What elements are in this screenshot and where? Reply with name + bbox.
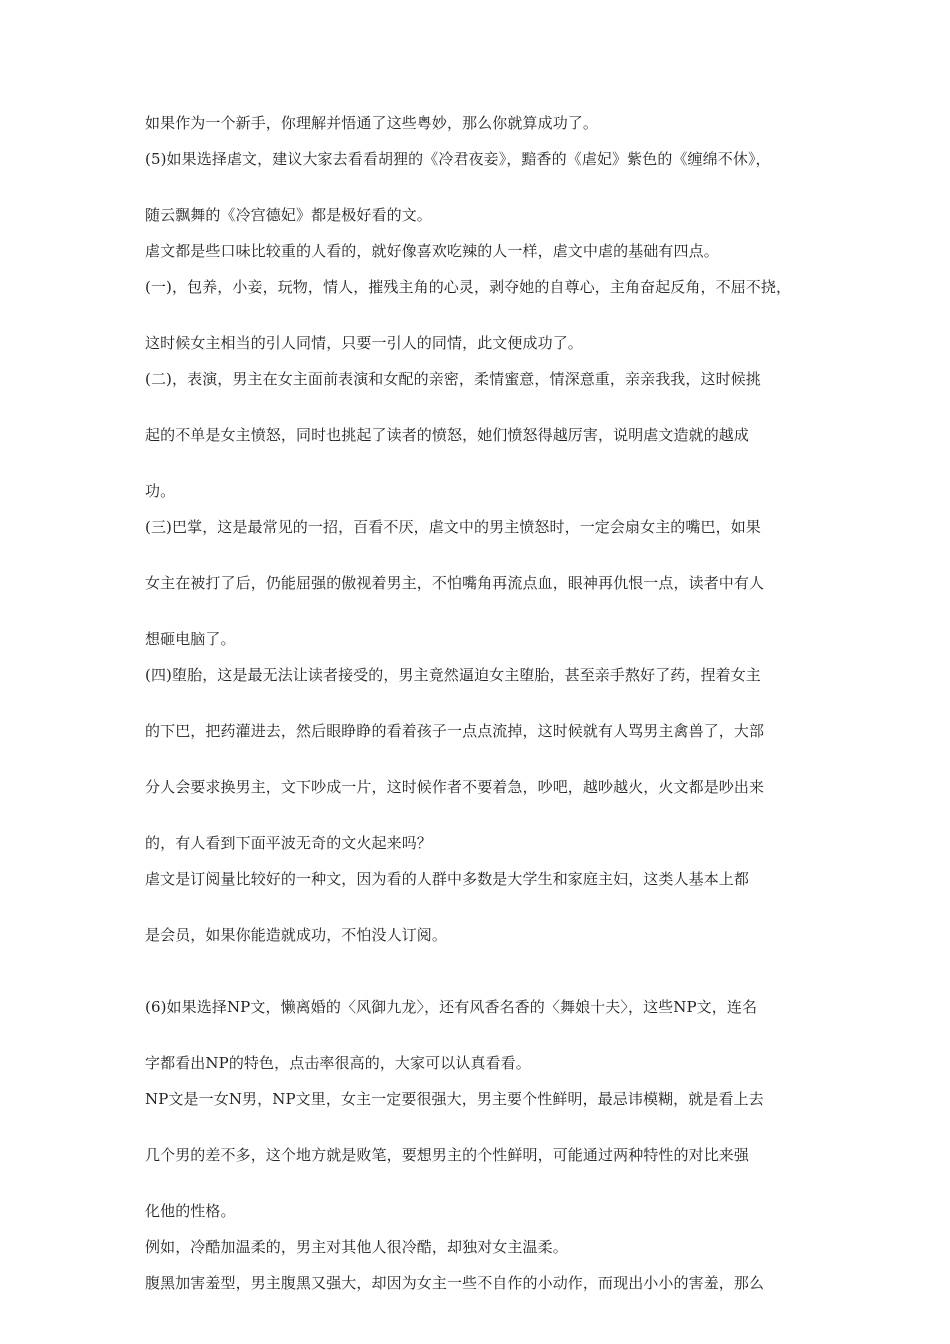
text-line: 的，有人看到下面平波无奇的文火起来吗？: [145, 834, 432, 852]
text-line: 虐文是订阅量比较好的一种文，因为看的人群中多数是大学生和家庭主妇，这类人基本上都: [145, 870, 750, 888]
text-line: 随云飘舞的《冷宫德妃》都是极好看的文。: [145, 206, 432, 224]
text-line: 分人会要求换男主，文下吵成一片，这时候作者不要着急，吵吧，越吵越火，火文都是吵出来: [145, 778, 765, 796]
text-line: 腹黑加害羞型，男主腹黑又强大，却因为女主一些不自作的小动作，而现出小小的害羞，那么: [145, 1274, 765, 1292]
document-body: [145, 112, 813, 1294]
text-line: 字都看出NP的特色，点击率很高的，大家可以认真看看。: [145, 1054, 531, 1072]
text-line: 例如，冷酷加温柔的，男主对其他人很冷酷，却独对女主温柔。: [145, 1238, 568, 1256]
text-line: 化他的性格。: [145, 1202, 236, 1220]
text-line: 起的不单是女主愤怒，同时也挑起了读者的愤怒，她们愤怒得越厉害，说明虐文造就的越成: [145, 426, 750, 444]
text-line: 这时候女主相当的引人同情，只要一引人的同情，此文便成功了。: [145, 334, 583, 352]
text-line: (5)如果选择虐文，建议大家去看看胡狸的《冷君夜妾》，黯香的《虐妃》紫色的《缠绵不休》，: [145, 150, 771, 168]
text-line: (三)巴掌，这是最常见的一招，百看不厌，虐文中的男主愤怒时，一定会扇女主的嘴巴，如果: [145, 518, 761, 536]
text-line: 如果作为一个新手，你理解并悟通了这些粤妙，那么你就算成功了。: [145, 114, 599, 132]
text-line: 想砸电脑了。: [145, 630, 236, 648]
text-line: 虐文都是些口味比较重的人看的，就好像喜欢吃辣的人一样，虐文中虐的基础有四点。: [145, 242, 719, 260]
text-line: (四)堕胎，这是最无法让读者接受的，男主竟然逼迫女主堕胎，甚至亲手熬好了药，捏着女主: [145, 666, 761, 684]
text-line: (一)，包养，小妾，玩物，情人，摧残主角的心灵，剥夺她的自尊心，主角奋起反角，不屈不挠，: [145, 278, 792, 296]
text-line: 是会员，如果你能造就成功，不怕没人订阅。: [145, 926, 448, 944]
text-line: (二)，表演，男主在女主面前表演和女配的亲密，柔情蜜意，情深意重，亲亲我我，这时候挑: [145, 370, 761, 388]
text-line: 功。: [145, 482, 176, 500]
text-line: 女主在被打了后，仍能屈强的傲视着男主，不怕嘴角再流点血，眼神再仇恨一点，读者中有人: [145, 574, 765, 592]
text-line: 的下巴，把药灌进去，然后眼睁睁的看着孩子一点点流掉，这时候就有人骂男主禽兽了，大部: [145, 722, 765, 740]
text-line: 几个男的差不多，这个地方就是败笔，要想男主的个性鲜明，可能通过两种特性的对比来强: [145, 1146, 750, 1164]
text-line: (6)如果选择NP文，懒离婚的〈风御九龙〉，还有风香名香的〈舞娘十夫〉，这些NP文，连名: [145, 998, 758, 1016]
text-line: NP文是一女N男，NP文里，女主一定要很强大，男主要个性鲜明，最忌讳模糊，就是看上去: [145, 1090, 764, 1108]
